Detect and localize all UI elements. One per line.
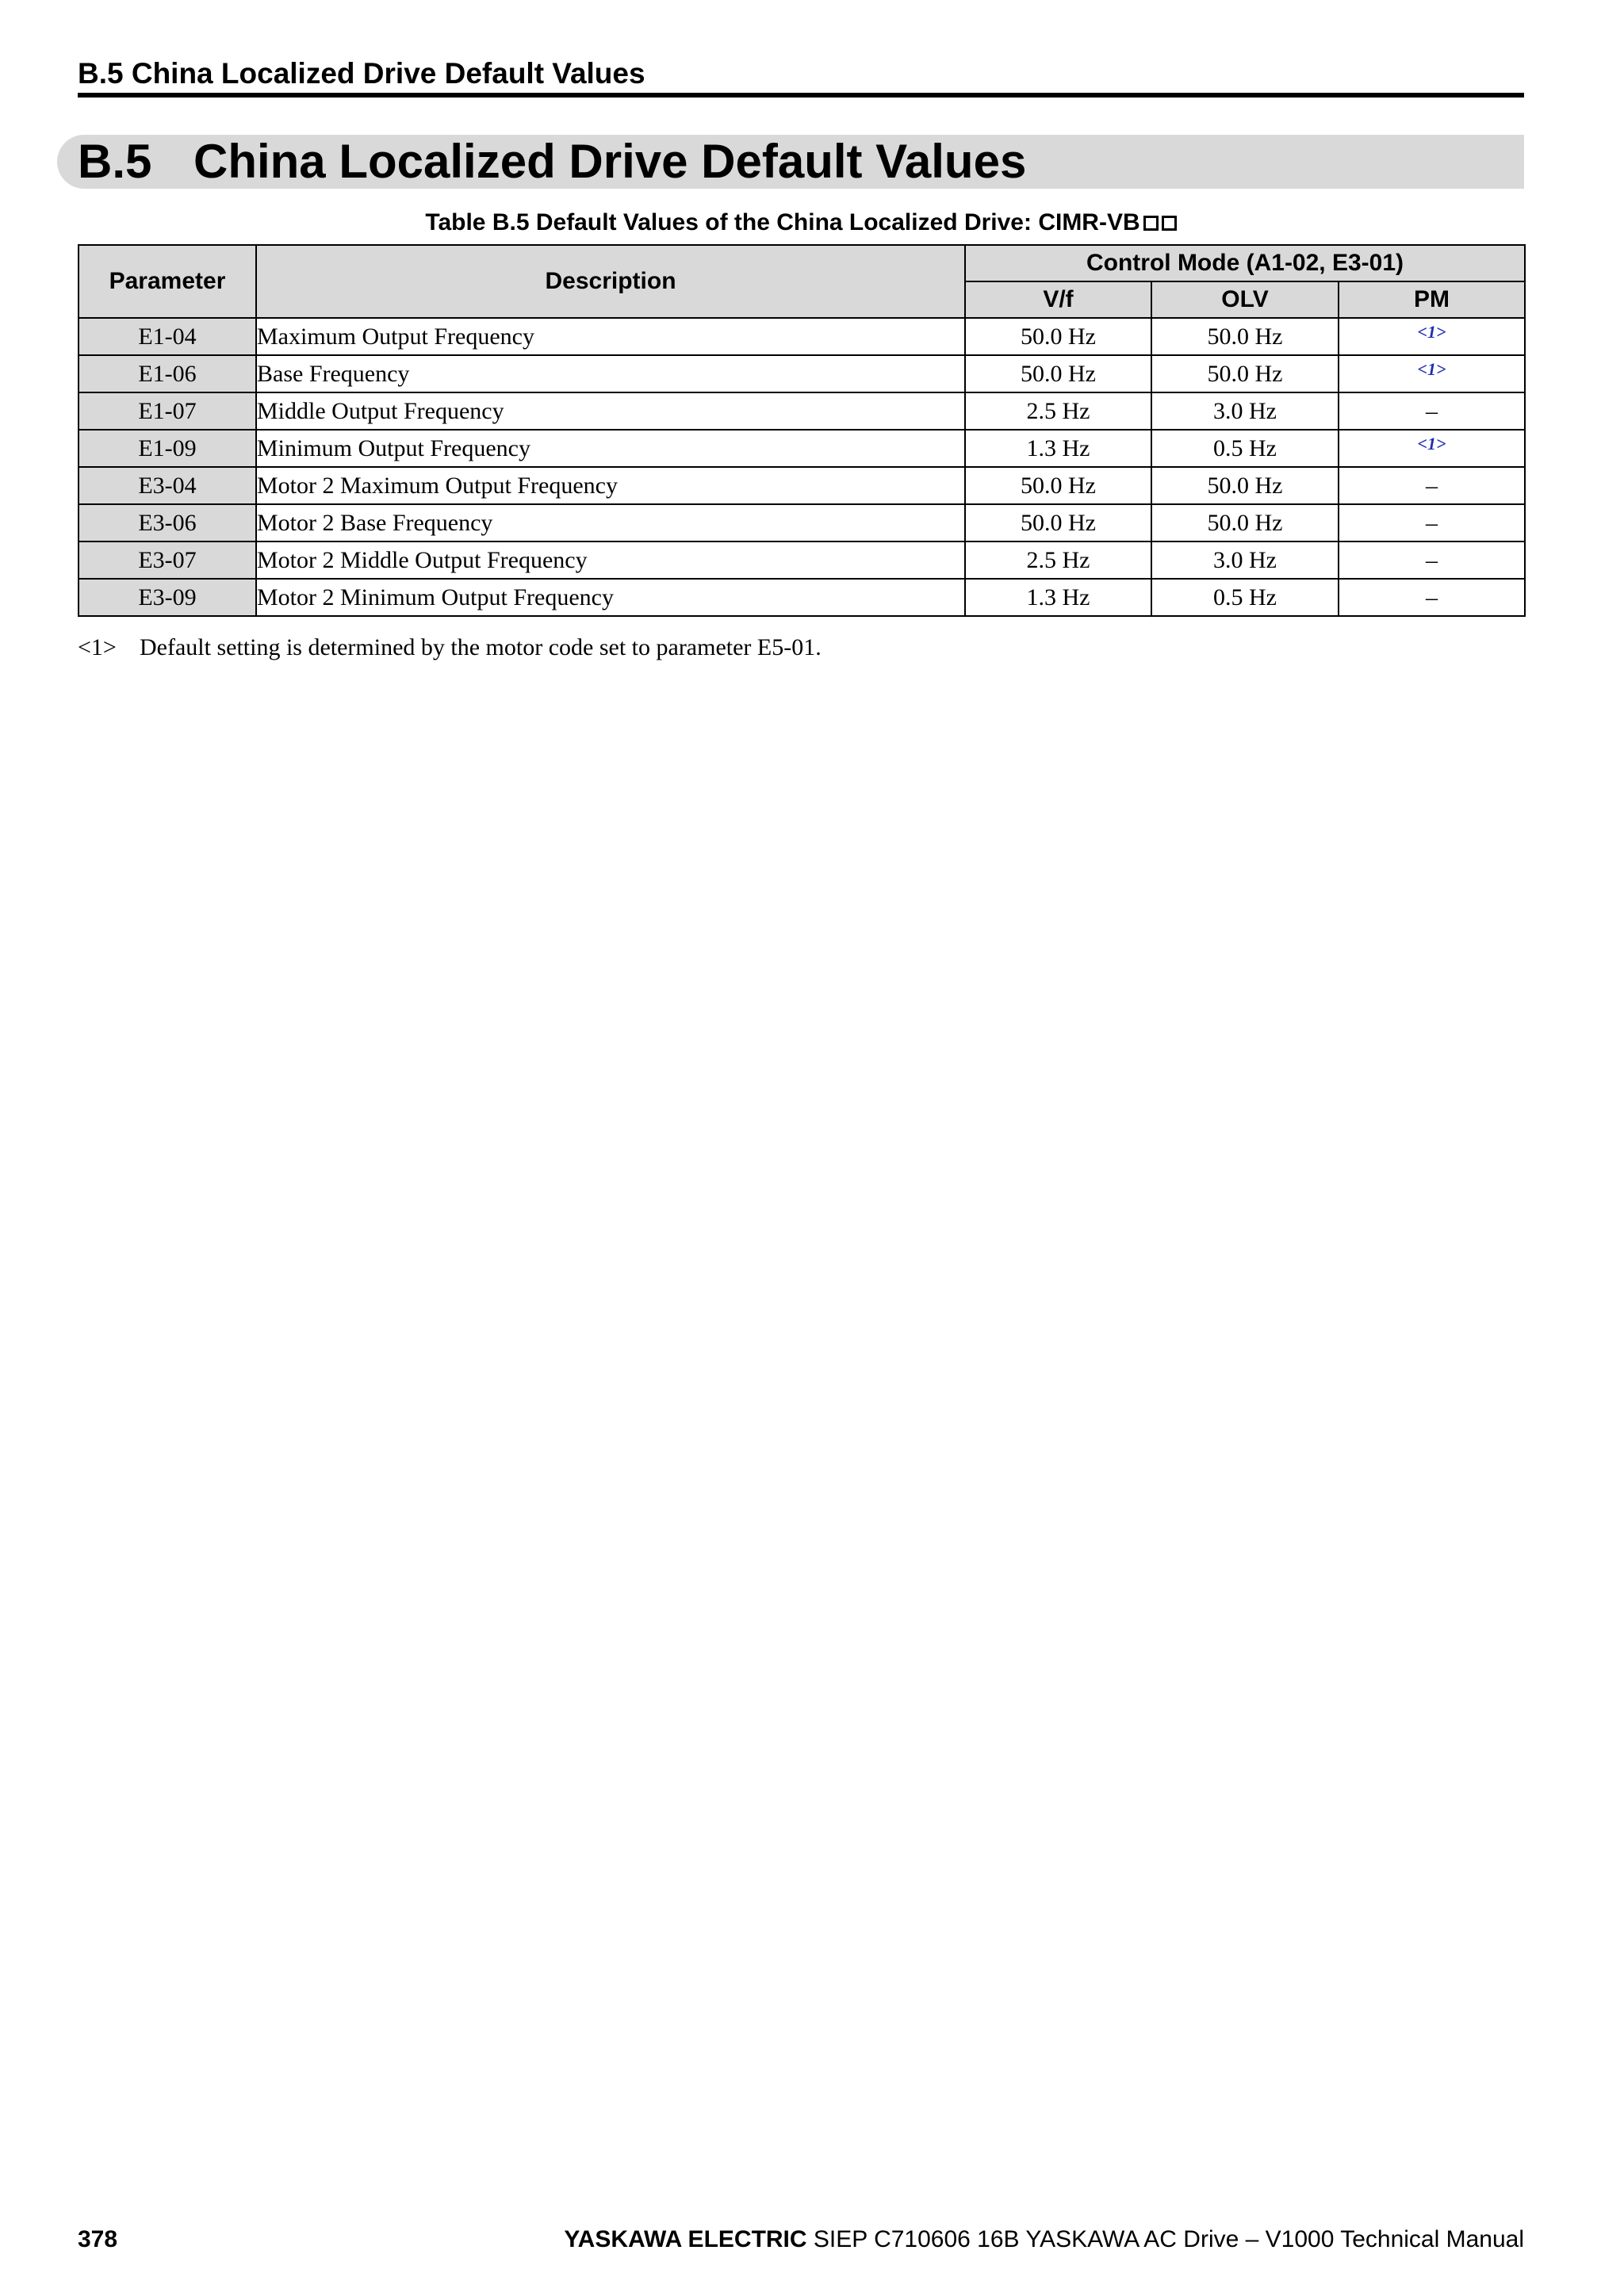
placeholder-box-icon — [1143, 216, 1159, 231]
table-caption — [78, 209, 1524, 236]
param-cell: E1-07 — [79, 392, 256, 430]
pm-value-cell: – — [1339, 541, 1525, 579]
vf-value-cell: 1.3 Hz — [965, 579, 1151, 616]
description-cell: Minimum Output Frequency — [256, 430, 965, 467]
vf-value-cell: 50.0 Hz — [965, 504, 1151, 541]
note-reference-link[interactable]: <1> — [1417, 358, 1446, 379]
table-row — [79, 392, 1525, 430]
table-caption-text: Table B.5 Default Values of the China Localized Drive: CIMR-VB — [425, 209, 1140, 235]
table-row — [79, 467, 1525, 504]
table-row — [79, 541, 1525, 579]
footnote-text: Default setting is determined by the motor code set to parameter E5-01. — [140, 634, 822, 660]
col-header-description: Description — [256, 245, 965, 318]
param-cell: E3-07 — [79, 541, 256, 579]
table-footnote — [78, 634, 822, 661]
note-reference-link[interactable]: <1> — [1417, 433, 1446, 453]
placeholder-box-icon — [1162, 216, 1177, 231]
vf-value-cell: 50.0 Hz — [965, 467, 1151, 504]
footer-manual-info — [564, 2226, 1524, 2253]
description-cell: Motor 2 Minimum Output Frequency — [256, 579, 965, 616]
section-title: China Localized Drive Default Values — [193, 135, 1027, 188]
param-cell: E3-04 — [79, 467, 256, 504]
default-values-table — [78, 244, 1526, 617]
vf-value-cell: 50.0 Hz — [965, 355, 1151, 392]
col-header-parameter: Parameter — [79, 245, 256, 318]
footer-manual-title: SIEP C710606 16B YASKAWA AC Drive – V1000 Technical Manual — [813, 2226, 1524, 2252]
col-header-vf: V/f — [965, 281, 1151, 318]
col-header-control-mode: Control Mode (A1-02, E3-01) — [965, 245, 1525, 281]
table-row — [79, 430, 1525, 467]
description-cell: Motor 2 Middle Output Frequency — [256, 541, 965, 579]
param-cell: E1-04 — [79, 318, 256, 355]
section-number: B.5 — [78, 135, 152, 188]
table-row — [79, 318, 1525, 355]
olv-value-cell: 3.0 Hz — [1151, 541, 1339, 579]
pm-value-cell: – — [1339, 579, 1525, 616]
olv-value-cell: 3.0 Hz — [1151, 392, 1339, 430]
col-header-pm: PM — [1339, 281, 1525, 318]
pm-value-cell: – — [1339, 504, 1525, 541]
param-cell: E1-06 — [79, 355, 256, 392]
description-cell: Middle Output Frequency — [256, 392, 965, 430]
pm-value-cell: – — [1339, 392, 1525, 430]
footer-brand: YASKAWA ELECTRIC — [564, 2226, 807, 2252]
header-rule — [78, 93, 1524, 98]
olv-value-cell: 50.0 Hz — [1151, 504, 1339, 541]
param-cell: E3-09 — [79, 579, 256, 616]
pm-value-cell — [1339, 355, 1525, 392]
vf-value-cell: 1.3 Hz — [965, 430, 1151, 467]
section-heading — [78, 135, 1026, 189]
param-cell: E1-09 — [79, 430, 256, 467]
note-reference-link[interactable]: <1> — [1417, 321, 1446, 342]
olv-value-cell: 50.0 Hz — [1151, 467, 1339, 504]
table-row — [79, 355, 1525, 392]
running-header-title: B.5 China Localized Drive Default Values — [78, 57, 645, 90]
description-cell: Motor 2 Maximum Output Frequency — [256, 467, 965, 504]
olv-value-cell: 50.0 Hz — [1151, 318, 1339, 355]
vf-value-cell: 50.0 Hz — [965, 318, 1151, 355]
pm-value-cell — [1339, 318, 1525, 355]
table-row — [79, 504, 1525, 541]
pm-value-cell: – — [1339, 467, 1525, 504]
footnote-mark: <1> — [78, 634, 117, 660]
olv-value-cell: 0.5 Hz — [1151, 430, 1339, 467]
param-cell: E3-06 — [79, 504, 256, 541]
olv-value-cell: 0.5 Hz — [1151, 579, 1339, 616]
description-cell: Maximum Output Frequency — [256, 318, 965, 355]
vf-value-cell: 2.5 Hz — [965, 541, 1151, 579]
pm-value-cell — [1339, 430, 1525, 467]
description-cell: Base Frequency — [256, 355, 965, 392]
vf-value-cell: 2.5 Hz — [965, 392, 1151, 430]
table-row — [79, 579, 1525, 616]
description-cell: Motor 2 Base Frequency — [256, 504, 965, 541]
col-header-olv: OLV — [1151, 281, 1339, 318]
page-number: 378 — [78, 2226, 118, 2252]
olv-value-cell: 50.0 Hz — [1151, 355, 1339, 392]
